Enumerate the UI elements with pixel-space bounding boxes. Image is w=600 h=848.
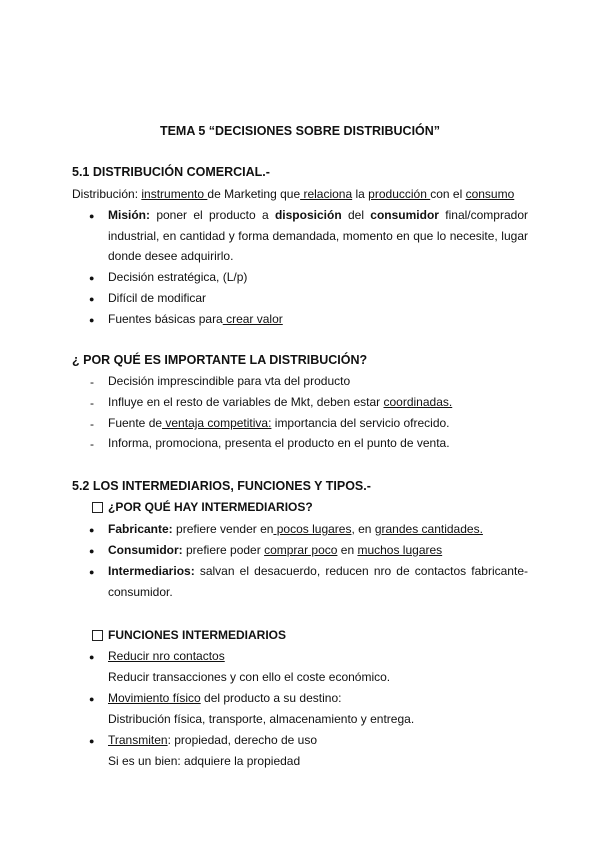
distribution-definition [72,187,514,201]
item-text: importancia del servicio ofrecido. [271,416,450,430]
list-item [108,392,528,413]
item-underline: muchos lugares [357,543,443,557]
list-item [108,309,528,330]
mision-text: poner el producto a [150,208,275,222]
list-item: Decisión estratégica, (L/p) [108,270,248,284]
item-label: Intermediarios: [108,564,195,578]
list-item [108,413,528,434]
checkbox-icon [92,630,103,641]
list-item-mision [108,205,528,267]
bullet-icon: ● [89,546,95,556]
list-item-detail: Reducir transacciones y con ello el coste económico. [108,670,391,684]
checkbox-icon [92,502,103,513]
list-item: Informa, promociona, presenta el producto en el punto de venta. [108,436,450,450]
item-text: Fuente de [108,416,163,430]
dash-icon: - [90,417,94,431]
item-underline: pocos lugares [273,522,352,536]
item-text: Fuentes básicas para [108,312,223,326]
bullet-icon: ● [89,294,95,304]
item-underline: Movimiento físico [108,691,201,705]
section-5-2-heading: 5.2 LOS INTERMEDIARIOS, FUNCIONES Y TIPOS.- [72,479,371,493]
item-underline: ventaja competitiva: [162,416,272,430]
item-text: salvan el desacuerdo, reducen nro de contactos fabricante-consumidor. [108,564,528,599]
list-item-consumidor [108,540,528,561]
item-underline: crear valor [222,312,283,326]
bullet-icon: ● [89,211,95,221]
mision-text: final/comprador industrial, en cantidad y forma demandada, momento en que lo necesite, lugar donde desee adquirirlo. [108,208,528,263]
definition-underline: relaciona [300,187,353,201]
mision-label: Misión: [108,208,150,222]
mision-text: del [341,208,371,222]
mision-bold: disposición [274,208,342,222]
bullet-icon: ● [89,273,95,283]
bullet-icon: ● [89,525,95,535]
dash-icon: - [90,396,94,410]
subheading-why-intermediaries: ¿POR QUÉ HAY INTERMEDIARIOS? [108,500,313,514]
definition-underline: consumo [465,187,515,201]
item-text: del producto a su destino: [200,691,342,705]
item-text: en [337,543,358,557]
definition-text: Distribución: [72,187,142,201]
item-text: , en [351,522,375,536]
list-item-fabricante [108,519,528,540]
mision-bold: consumidor [370,208,439,222]
bullet-icon: ● [89,315,95,325]
item-underline: grandes cantidades. [374,522,483,536]
item-label: Fabricante: [108,522,173,536]
item-text: : propiedad, derecho de uso [167,733,318,747]
dash-icon: - [90,437,94,451]
item-underline: comprar poco [264,543,338,557]
list-item-function [108,646,528,667]
item-text: prefiere vender en [172,522,274,536]
item-text: prefiere poder [182,543,265,557]
item-underline: coordinadas. [383,395,453,409]
definition-text: la [352,187,369,201]
definition-text: con el [430,187,466,201]
definition-underline: instrumento [141,187,208,201]
importance-heading: ¿ POR QUÉ ES IMPORTANTE LA DISTRIBUCIÓN? [72,353,368,367]
item-underline: Transmiten [108,733,168,747]
document-title: TEMA 5 “DECISIONES SOBRE DISTRIBUCIÓN” [159,124,441,138]
list-item: Decisión imprescindible para vta del producto [108,374,351,388]
definition-text: de Marketing que [207,187,301,201]
bullet-icon: ● [89,694,95,704]
bullet-icon: ● [89,567,95,577]
list-item-function [108,730,528,751]
bullet-icon: ● [89,652,95,662]
item-underline: Reducir nro contactos [108,649,225,663]
list-item: Difícil de modificar [108,291,207,305]
list-item-function [108,688,528,709]
item-text: Influye en el resto de variables de Mkt, deben estar [108,395,384,409]
item-label: Consumidor: [108,543,183,557]
bullet-icon: ● [89,736,95,746]
list-item-detail: Si es un bien: adquiere la propiedad [108,754,301,768]
subheading-functions: FUNCIONES INTERMEDIARIOS [108,628,287,642]
list-item-detail: Distribución física, transporte, almacenamiento y entrega. [108,712,415,726]
section-5-1-heading: 5.1 DISTRIBUCIÓN COMERCIAL.- [72,165,270,179]
list-item-intermediarios [108,561,528,602]
dash-icon: - [90,375,94,389]
definition-underline: producción [368,187,431,201]
